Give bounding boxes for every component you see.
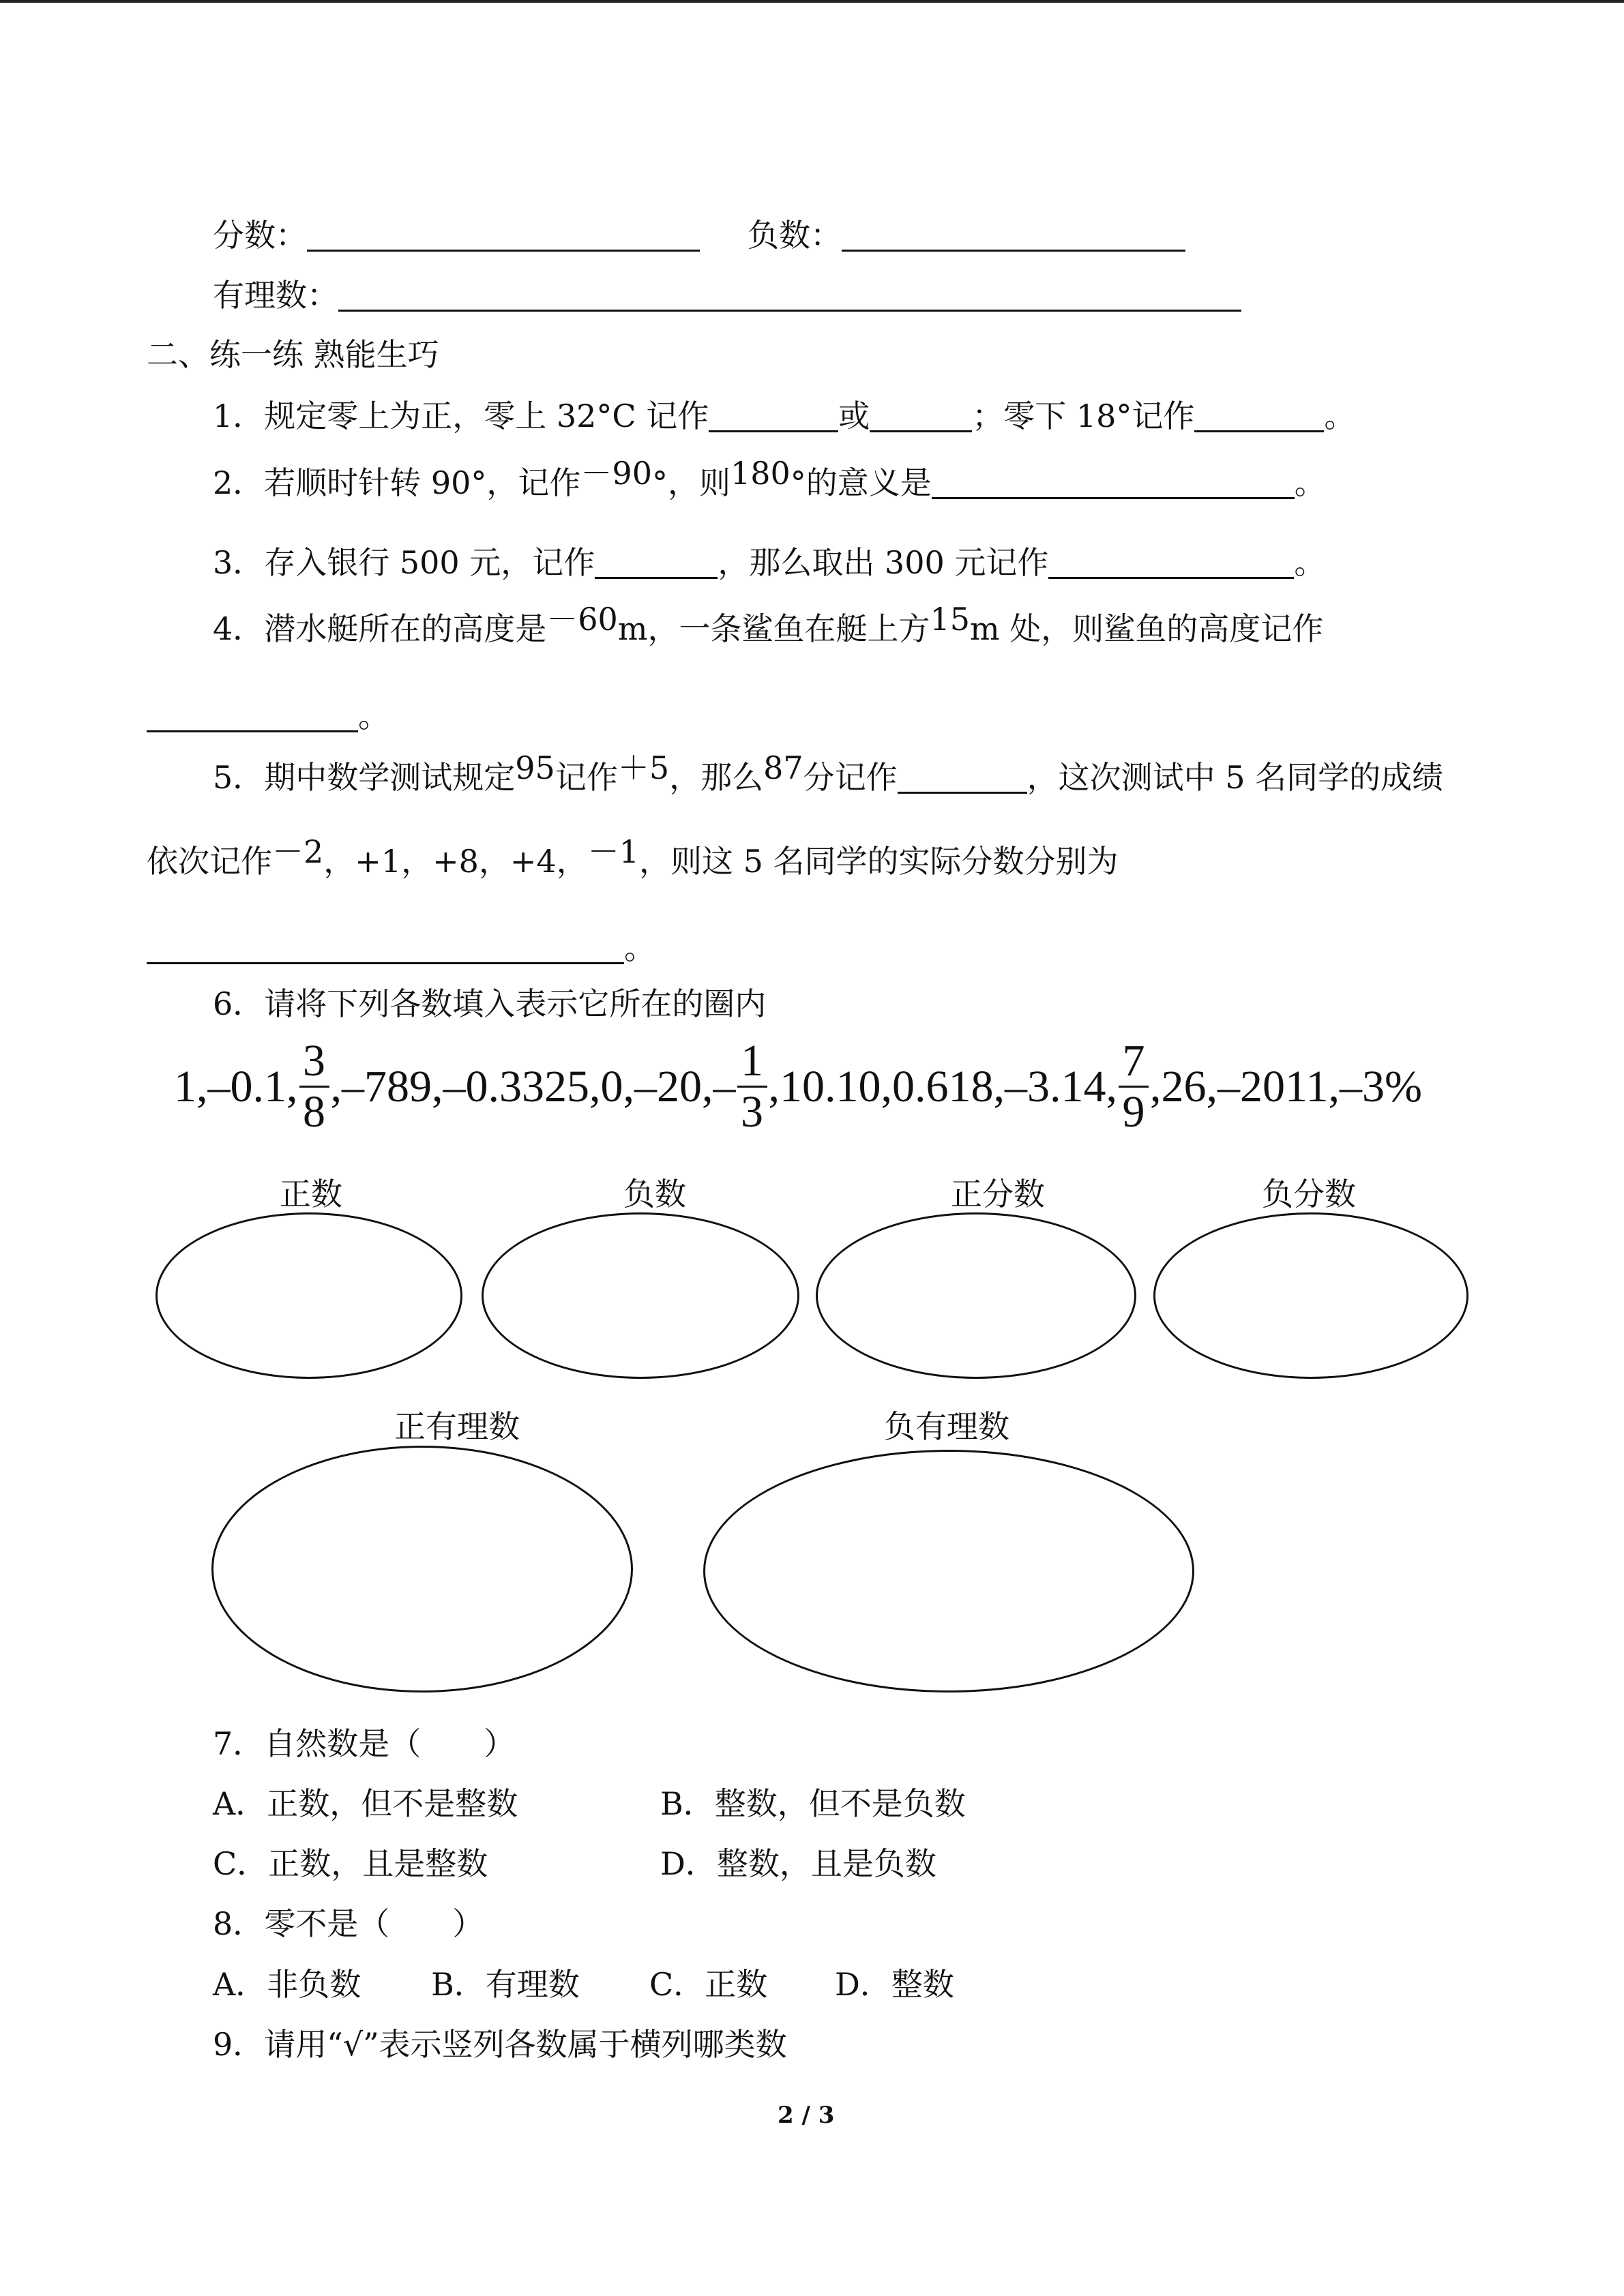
q4-15: 15 <box>930 601 970 638</box>
q5-text-i: 。 <box>624 929 655 966</box>
fraction-3-8 <box>299 1037 329 1137</box>
q5-text-e: ，这次测试中 5 名同学的成绩 <box>1027 759 1444 796</box>
question-4 <box>213 601 1324 649</box>
question-8: 8．零不是（ ） <box>213 1905 484 1942</box>
rational-blank[interactable] <box>338 282 1241 312</box>
numbers-part-1: 1,–0.1, <box>174 1061 298 1112</box>
q4-blank[interactable] <box>147 703 358 732</box>
q3-text-a: 3．存入银行 500 元，记作 <box>213 544 595 581</box>
fraction-negative-line <box>213 215 1185 256</box>
q2-text-d: 。 <box>1294 464 1326 501</box>
fraction-denominator: 8 <box>303 1087 325 1137</box>
numbers-part-4: ,26,–2011,–3% <box>1150 1061 1423 1112</box>
q2-text-b: °，则 <box>651 464 730 501</box>
section-title: 二、练一练 熟能生巧 <box>147 336 439 373</box>
q7-option-D[interactable]: D．整数，且是负数 <box>660 1845 936 1882</box>
circle-positive[interactable] <box>156 1212 462 1379</box>
q1-blank-3[interactable] <box>1194 403 1324 432</box>
q8-option-B[interactable]: B．有理数 <box>431 1966 580 2003</box>
fraction-blank[interactable] <box>307 222 700 252</box>
circle-negative[interactable] <box>482 1212 799 1379</box>
label-positive: 正数 <box>280 1176 342 1212</box>
fraction-label: 分数： <box>213 217 307 254</box>
question-1 <box>213 396 1355 436</box>
q1-text-c: ；零下 18°记作 <box>972 398 1195 434</box>
q5-87: 87 <box>763 749 803 786</box>
q2-text-a: 2．若顺时针转 90°，记作 <box>213 464 581 501</box>
circle-pos-fraction[interactable] <box>816 1212 1136 1379</box>
q4-text-b: m，一条鲨鱼在艇上方 <box>617 610 930 647</box>
q2-180: 180 <box>730 455 791 492</box>
q4-text-c: m 处，则鲨鱼的高度记作 <box>970 610 1324 647</box>
question-3 <box>213 542 1325 583</box>
circle-neg-fraction[interactable] <box>1153 1212 1468 1379</box>
question-2 <box>213 455 1326 503</box>
q7-option-A[interactable]: A．正数，但不是整数 <box>213 1785 518 1822</box>
q4-text-d: 。 <box>358 698 389 734</box>
q8-option-A[interactable]: A．非负数 <box>213 1966 361 2003</box>
rational-line <box>213 275 1241 316</box>
q1-text-a: 1．规定零上为正，零上 32°C 记作 <box>213 398 709 434</box>
q5-text-c: ，那么 <box>669 759 764 796</box>
q5-blank-1[interactable] <box>898 764 1027 794</box>
question-5-line2 <box>147 833 1119 882</box>
q3-text-b: ，那么取出 300 元记作 <box>718 544 1049 581</box>
fraction-7-9 <box>1119 1037 1149 1137</box>
q5-neg2: －2 <box>272 833 324 870</box>
q1-text-b: 或 <box>838 398 870 434</box>
q7-option-C[interactable]: C．正数，且是整数 <box>213 1845 488 1882</box>
q5-95: 95 <box>515 749 555 786</box>
q8-option-D[interactable]: D．整数 <box>835 1966 954 2003</box>
q2-text-c: °的意义是 <box>790 464 932 501</box>
q5-text-b: 记作 <box>555 759 618 796</box>
q7-option-B[interactable]: B．整数，但不是负数 <box>660 1785 966 1822</box>
fraction-numerator: 1 <box>741 1036 763 1086</box>
number-list <box>174 1037 1422 1137</box>
label-negative: 负数 <box>623 1176 686 1212</box>
question-5-answer-line <box>147 927 655 968</box>
negative-blank[interactable] <box>842 222 1185 252</box>
label-pos-rational: 正有理数 <box>394 1408 520 1445</box>
top-border <box>0 0 1624 3</box>
q1-text-d: 。 <box>1324 398 1356 434</box>
label-pos-fraction: 正分数 <box>951 1176 1045 1212</box>
fraction-numerator: 7 <box>1122 1036 1145 1086</box>
fraction-denominator: 3 <box>741 1087 763 1137</box>
question-4-answer-line <box>147 696 389 736</box>
q4-text-a: 4．潜水艇所在的高度是 <box>213 610 547 647</box>
rational-label: 有理数： <box>213 277 338 314</box>
question-5 <box>213 749 1444 798</box>
numbers-part-2: ,–789,–0.3325,0,–20,– <box>330 1061 736 1112</box>
question-6: 6．请将下列各数填入表示它所在的圈内 <box>213 985 767 1022</box>
q5-text-f: 依次记作 <box>147 843 272 880</box>
q5-text-a: 5．期中数学测试规定 <box>213 759 516 796</box>
question-9: 9．请用“√”表示竖列各数属于横列哪类数 <box>213 2026 787 2063</box>
q2-neg90: －90 <box>580 455 652 492</box>
label-neg-fraction: 负分数 <box>1262 1176 1356 1212</box>
circle-pos-rational[interactable] <box>211 1446 633 1693</box>
q1-blank-2[interactable] <box>870 403 972 432</box>
q5-plus5: ＋5 <box>617 749 670 786</box>
q5-text-g: ，+1，+8，+4， <box>323 843 588 880</box>
fraction-numerator: 3 <box>303 1036 325 1086</box>
circle-neg-rational[interactable] <box>703 1450 1194 1693</box>
fraction-denominator: 9 <box>1122 1087 1145 1137</box>
q3-text-c: 。 <box>1294 544 1326 581</box>
label-neg-rational: 负有理数 <box>884 1408 1009 1445</box>
q5-blank-2[interactable] <box>147 935 624 964</box>
question-7: 7．自然数是（ ） <box>213 1725 516 1762</box>
fraction-1-3 <box>737 1037 767 1137</box>
q5-text-h: ，则这 5 名同学的实际分数分别为 <box>639 843 1119 880</box>
q2-blank[interactable] <box>932 470 1295 499</box>
q8-option-C[interactable]: C．正数 <box>649 1966 768 2003</box>
q5-neg1: －1 <box>587 833 639 870</box>
q5-text-d: 分记作 <box>803 759 898 796</box>
numbers-part-3: ,10.10,0.618,–3.14, <box>768 1061 1117 1112</box>
q4-neg60: －60 <box>546 601 618 638</box>
q3-blank-1[interactable] <box>595 550 718 579</box>
q3-blank-2[interactable] <box>1048 550 1294 579</box>
negative-label: 负数： <box>748 217 842 254</box>
q1-blank-1[interactable] <box>709 403 838 432</box>
page-number: 2 / 3 <box>778 2102 835 2129</box>
